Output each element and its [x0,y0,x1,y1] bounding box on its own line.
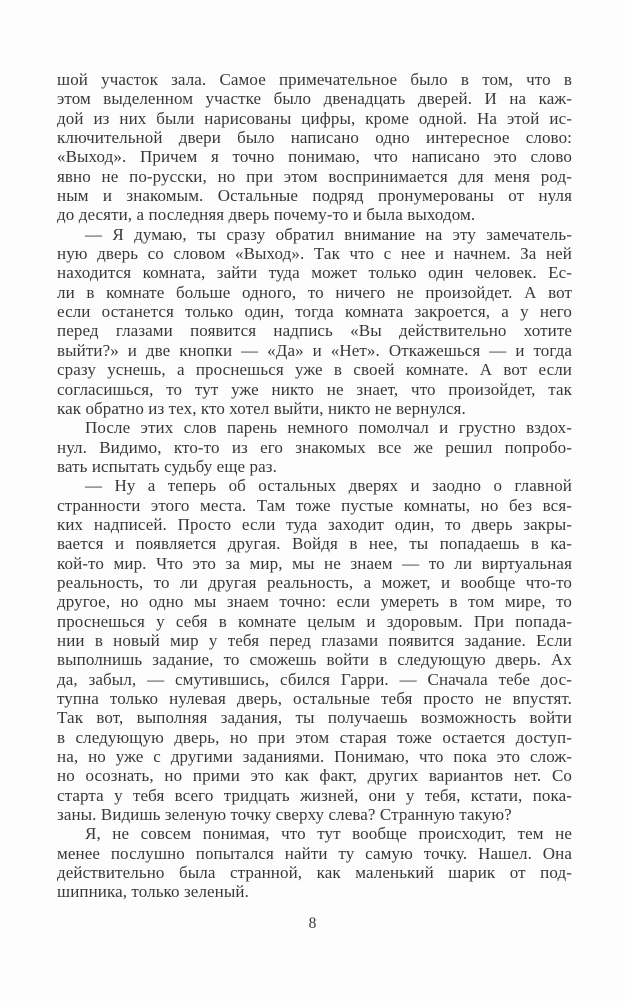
text-line: шипника, только зеленый. [57,882,249,902]
text-line: шой участок зала. Самое примечательное было в том, что в [57,70,572,89]
text-line: согласишься, то тут уже никто не знает, что произойдет, так [57,379,572,399]
text-line: кой-то мир. Что это за мир, мы не знаем — то ли виртуальная [57,553,572,573]
text-line: старта у тебя всего тридцать жизней, они у тебя, кстати, пока- [57,785,572,805]
text-line: вается и появляется другая. Войдя в нее, ты попадаешь в ка- [57,534,572,554]
text-line: Я, не совсем понимая, что тут вообще происходит, тем не [85,824,572,844]
text-line: — Ну а теперь об остальных дверях и заодно о главной [85,476,572,496]
page-number: 8 [308,915,317,932]
text-line: ли в комнате больше одного, то ничего не произойдет. А вот [57,282,572,302]
text-line: но осознать, но прими это как факт, других вариантов нет. Со [57,766,572,786]
text-line: тупна только нулевая дверь, остальные тебя просто не впустят. [57,689,572,708]
text-line: ную дверь со словом «Выход». Так что с нее и начнем. За ней [57,244,572,264]
text-line: ным и знакомым. Остальные подряд пронумерованы от нуля [57,186,572,206]
text-line: вать испытать судьбу еще раз. [57,456,277,476]
text-line: если останется только один, тогда комната закроется, а у него [57,302,572,322]
text-line: заны. Видишь зеленую точку сверху слева? Странную такую? [57,805,512,825]
text-line: ключительной двери было написано одно интересное слово: [57,128,572,148]
text-line: «Выход». Причем я точно понимаю, что написано это слово [57,147,572,167]
text-line: После этих слов парень немного помолчал и грустно вздох- [85,418,572,438]
text-line: на, но уже с другими заданиями. Понимаю, что пока это слож- [57,747,572,767]
text-line: реальность, то ли другая реальность, а может, и вообще что-то [57,572,572,592]
text-line: проснешься у себя в комнате целым и здоровым. При попада- [57,611,572,631]
text-line: выйти?» и две кнопки — «Да» и «Нет». Откажешься — и тогда [57,340,572,360]
text-line: да, забыл, — смутившись, сбился Гарри. — Сначала тебе дос- [57,669,572,689]
text-line: дой из них были нарисованы цифры, кроме одной. На этой ис- [57,108,572,128]
text-line: менее послушно попытался найти ту самую точку. Нашел. Она [57,843,572,863]
text-line: находится комната, зайти туда может только один человек. Ес- [57,263,572,283]
text-line: в следующую дверь, но при этом старая тоже остается доступ- [57,727,572,747]
text-line: нии в новый мир у тебя перед глазами появится задание. Если [57,630,572,650]
text-line: выполнишь задание, то сможешь войти в следующую дверь. Ах [57,650,572,670]
text-line: этом выделенном участке было двенадцать дверей. И на каж- [57,89,572,109]
text-line: явно не по-русски, но при этом воспринимается для меня род- [57,166,572,186]
text-line: — Я думаю, ты сразу обратил внимание на эту замечатель- [85,224,572,244]
text-line: действительно была странной, как маленький шарик от под- [57,863,572,883]
text-line: странности этого места. Там тоже пустые комнаты, но без вся- [57,495,572,515]
text-line: другое, но одно мы знаем точно: если умереть в том мире, то [57,592,572,612]
text-line: как обратно из тех, кто хотел выйти, никто не вернулся. [57,398,466,418]
text-line: перед глазами появится надпись «Вы действительно хотите [57,321,572,341]
text-line: Так вот, выполняя задания, ты получаешь возможность войти [57,708,572,728]
page-text-block [57,70,572,902]
text-line: нул. Видимо, кто-то из его знакомых все же решил попробо- [57,437,572,457]
text-line: до десяти, а последняя дверь почему-то и была выходом. [57,205,476,225]
text-line: ких надписей. Просто если туда заходит один, то дверь закры- [57,514,572,534]
text-line: сразу уснешь, а проснешься уже в своей комнате. А вот если [57,360,572,380]
